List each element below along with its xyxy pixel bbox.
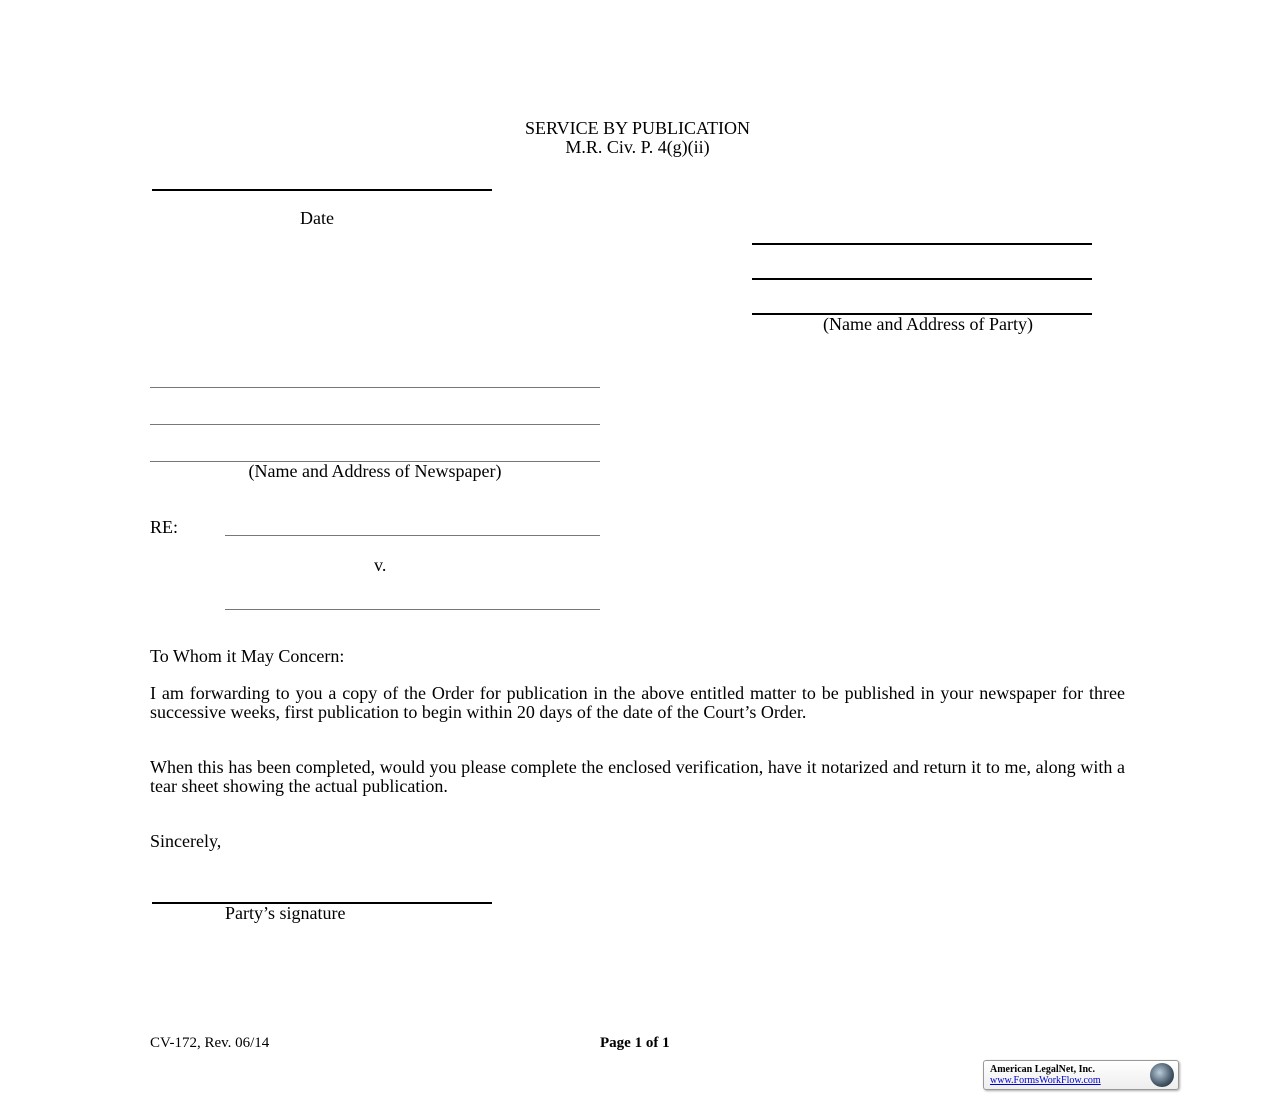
american-legalnet-logo[interactable] bbox=[983, 1060, 1179, 1090]
party-line-1[interactable] bbox=[752, 243, 1092, 245]
form-id: CV-172, Rev. 06/14 bbox=[150, 1035, 270, 1051]
versus-label: v. bbox=[374, 555, 387, 575]
globe-icon bbox=[1150, 1063, 1174, 1087]
party-line-2[interactable] bbox=[752, 278, 1092, 280]
date-label: Date bbox=[300, 208, 334, 228]
newspaper-line-2[interactable] bbox=[150, 424, 600, 425]
logo-company: American LegalNet, Inc. bbox=[990, 1064, 1095, 1075]
newspaper-label: (Name and Address of Newspaper) bbox=[248, 461, 502, 481]
document-title: SERVICE BY PUBLICATION bbox=[525, 118, 750, 138]
page-number: Page 1 of 1 bbox=[600, 1035, 670, 1051]
salutation: To Whom it May Concern: bbox=[150, 646, 345, 666]
document-subtitle: M.R. Civ. P. 4(g)(ii) bbox=[565, 137, 710, 157]
defendant-line[interactable] bbox=[225, 609, 600, 610]
closing: Sincerely, bbox=[150, 831, 222, 851]
party-label: (Name and Address of Party) bbox=[823, 314, 1033, 334]
date-line[interactable] bbox=[152, 189, 492, 191]
paragraph-2: When this has been completed, would you please complete the enclosed verification, have it notarized and return it to me, along with a tear sheet showing the actual publication. bbox=[150, 757, 1125, 796]
plaintiff-line[interactable] bbox=[225, 535, 600, 536]
paragraph-1: I am forwarding to you a copy of the Order for publication in the above entitled matter to be published in your newspaper for three successive weeks, first publication to begin within 20 days of the date of the Court’s Order. bbox=[150, 683, 1125, 722]
logo-url[interactable]: www.FormsWorkFlow.com bbox=[990, 1075, 1101, 1086]
signature-label: Party’s signature bbox=[225, 903, 346, 923]
re-label: RE: bbox=[150, 517, 179, 537]
newspaper-line-1[interactable] bbox=[150, 387, 600, 388]
